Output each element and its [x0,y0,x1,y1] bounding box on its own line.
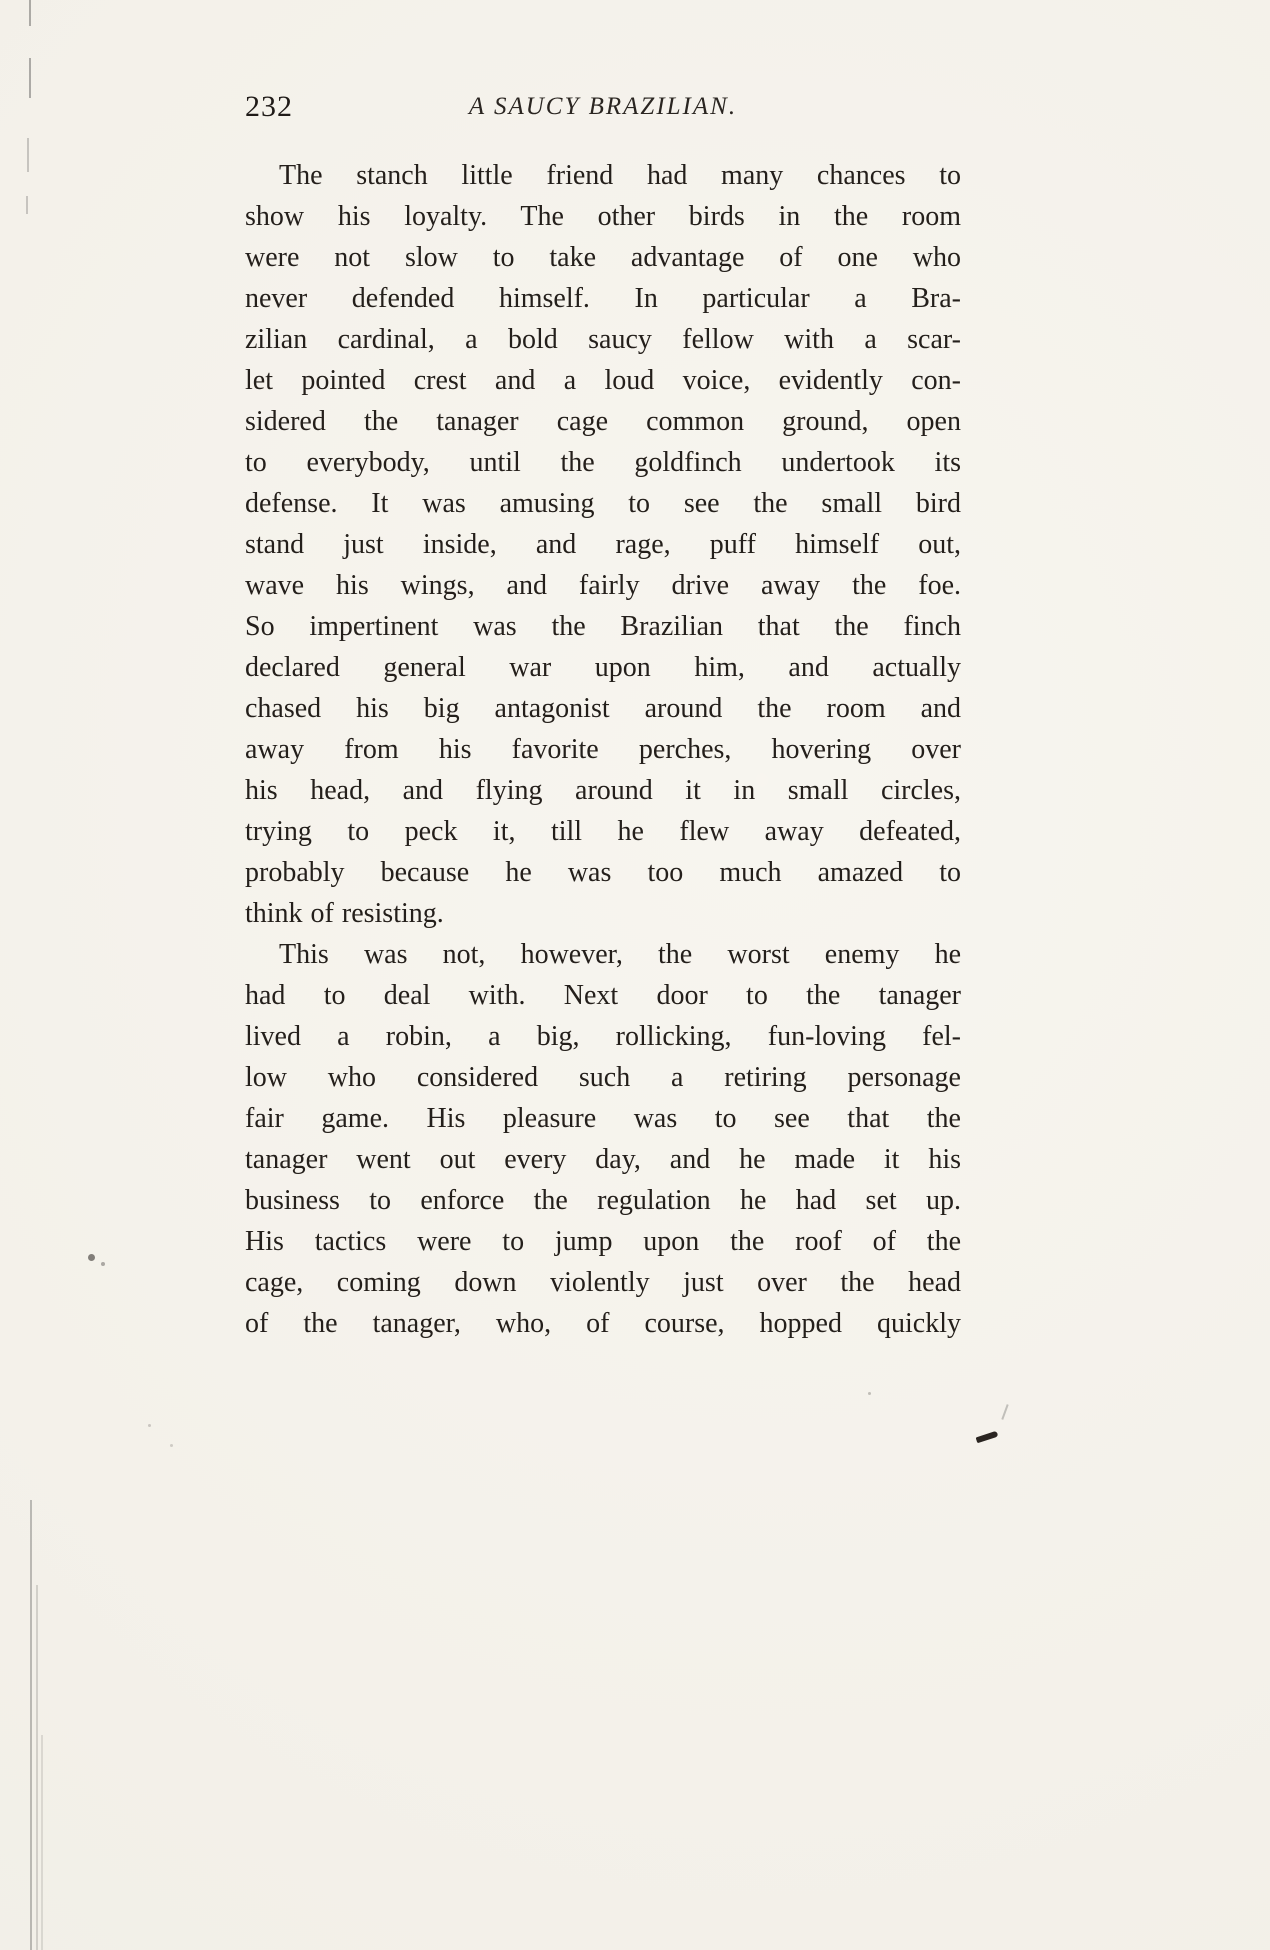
binding-line [29,58,31,98]
running-title: A SAUCY BRAZILIAN. [468,93,738,120]
text-line: show his loyalty. The other birds in the room [245,201,961,232]
binding-line [29,0,31,26]
text-line: away from his favorite perches, hovering over [245,734,961,765]
text-line: His tactics were to jump upon the roof of the [245,1226,961,1257]
ink-mark [976,1431,999,1444]
scan-speck [148,1424,151,1427]
text-line: The stanch little friend had many chances to [279,160,961,191]
text-line: business to enforce the regulation he had set up. [245,1185,961,1216]
page-number: 232 [245,90,293,123]
text-line: chased his big antagonist around the room and [245,693,961,724]
scan-scratch [1001,1404,1008,1420]
scan-speck [868,1392,871,1395]
binding-line [30,1500,32,1950]
binding-line [36,1585,38,1950]
text-line: cage, coming down violently just over the head [245,1267,961,1298]
binding-line [41,1735,43,1950]
text-line: trying to peck it, till he flew away defeated, [245,816,961,847]
text-line: let pointed crest and a loud voice, evidently con- [245,365,961,396]
scan-speck [170,1444,173,1447]
text-line: stand just inside, and rage, puff himself out, [245,529,961,560]
text-line: declared general war upon him, and actually [245,652,961,683]
page-header [245,90,961,130]
text-line: So impertinent was the Brazilian that the finch [245,611,961,642]
text-line: to everybody, until the goldfinch undertook its [245,447,961,478]
text-line: zilian cardinal, a bold saucy fellow with a scar- [245,324,961,355]
text-line: sidered the tanager cage common ground, open [245,406,961,437]
scan-speck [88,1254,95,1261]
text-line: had to deal with. Next door to the tanager [245,980,961,1011]
text-line: were not slow to take advantage of one who [245,242,961,273]
page-body [245,155,961,1344]
text-line: tanager went out every day, and he made it his [245,1144,961,1175]
paragraph [245,934,961,1344]
text-line: of the tanager, who, of course, hopped quickly [245,1308,961,1339]
binding-line [26,196,28,214]
text-line: lived a robin, a big, rollicking, fun-loving fel- [245,1021,961,1052]
text-line: think of resisting. [245,898,444,929]
text-line: fair game. His pleasure was to see that the [245,1103,961,1134]
text-line: This was not, however, the worst enemy he [279,939,961,970]
paragraph [245,155,961,934]
scan-speck [101,1262,105,1266]
binding-line [27,138,29,172]
text-line: probably because he was too much amazed to [245,857,961,888]
text-line: never defended himself. In particular a Bra- [245,283,961,314]
text-line: low who considered such a retiring personage [245,1062,961,1093]
text-line: his head, and flying around it in small circles, [245,775,961,806]
text-line: defense. It was amusing to see the small bird [245,488,961,519]
text-line: wave his wings, and fairly drive away the foe. [245,570,961,601]
